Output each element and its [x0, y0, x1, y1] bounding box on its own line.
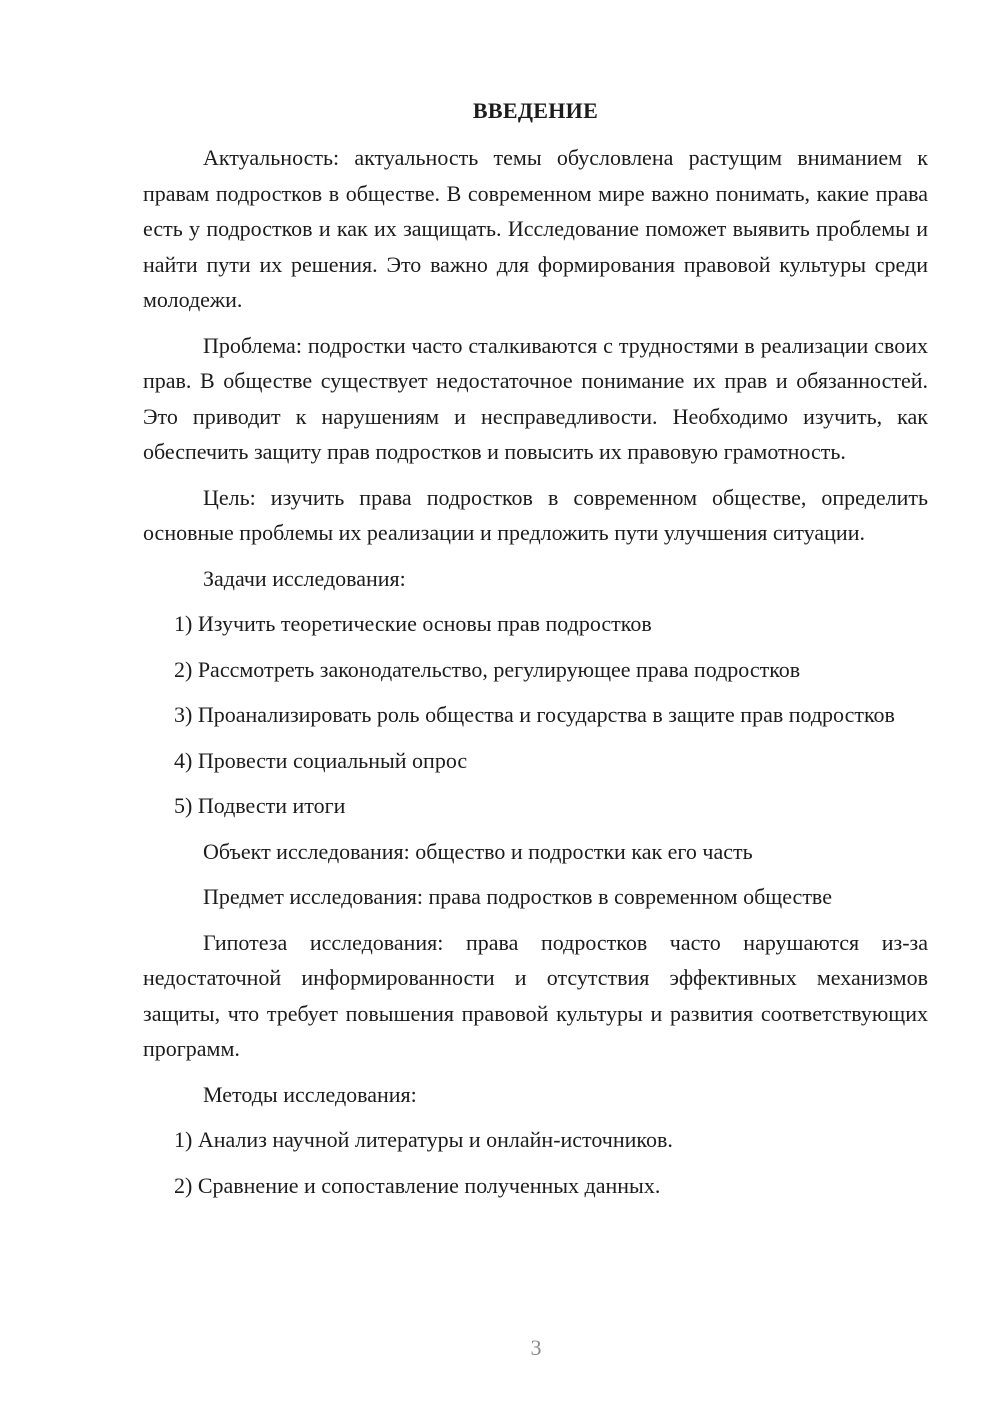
- tasks-heading: Задачи исследования:: [203, 565, 406, 591]
- task-item-4: 4) Провести социальный опрос: [174, 747, 468, 773]
- object-paragraph: Объект исследования: общество и подростки как его часть: [203, 838, 753, 864]
- subject-paragraph: Предмет исследования: права подростков в современном обществе: [203, 884, 832, 909]
- relevance-paragraph: Актуальность: актуальность темы обусловлена растущим вниманием к правам подростков в обществе. В современном мире важно понимать, какие права есть у подростков и как их защищать. Исследование поможет выявить проблемы и найти пути их решения. Это важно для формирования правовой культуры среди молодежи.: [143, 145, 928, 312]
- task-item-2: 2) Рассмотреть законодательство, регулирующее права подростков: [174, 656, 801, 682]
- section-title: ВВЕДЕНИЕ: [472, 98, 599, 123]
- problem-paragraph: Проблема: подростки часто сталкиваются с трудностями в реализации своих прав. В обществе существует недостаточное понимание их прав и обязанностей. Это приводит к нарушениям и несправедливости. Необходимо изучить, как обеспечить защиту прав подростков и повысить их правовую грамотность.: [143, 332, 928, 464]
- task-item-3: 3) Проанализировать роль общества и государства в защите прав подростков: [174, 702, 895, 727]
- document-page: [143, 96, 928, 1213]
- hypothesis-paragraph: Гипотеза исследования: права подростков часто нарушаются из-за недостаточной информированности и отсутствия эффективных механизмов защиты, что требует повышения правовой культуры и развития соответствующих программ.: [143, 929, 928, 1061]
- goal-paragraph: Цель: изучить права подростков в современном обществе, определить основные проблемы их реализации и предложить пути улучшения ситуации.: [143, 484, 928, 545]
- method-item-1: 1) Анализ научной литературы и онлайн-источников.: [174, 1127, 673, 1152]
- page-number: 3: [530, 1335, 542, 1360]
- methods-heading: Методы исследования:: [203, 1081, 417, 1107]
- method-item-2: 2) Сравнение и сопоставление полученных данных.: [174, 1172, 661, 1198]
- task-item-5: 5) Подвести итоги: [174, 793, 346, 818]
- task-item-1: 1) Изучить теоретические основы прав подростков: [174, 611, 652, 636]
